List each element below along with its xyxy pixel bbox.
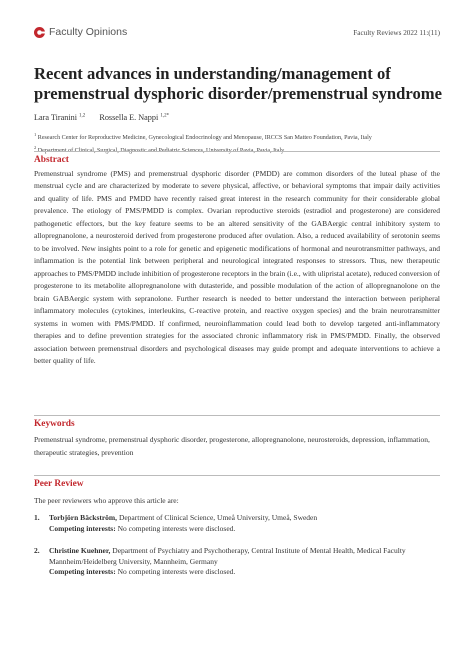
author-affiliation-marker: 1,2* xyxy=(160,113,170,119)
author-list xyxy=(34,113,169,122)
abstract-text: Premenstrual syndrome (PMS) and premenstrual dysphoric disorder (PMDD) are common disorders of the luteal phase of the menstrual cycle and are characterized by moderate to severe physical, affective, or behavioral symptoms that impair daily activities and quality of life. PMS and PMDD have recently raised great interest in the research community for their considerable global prevalence. The etiology of PMS/PMDD is complex. Ovarian reproductive steroids (estradiol and progesterone) are considered pathogenetic effectors, but the key feature seems to be an altered sensitivity of the GABAergic central inhibitory system to allopregnanolone, a neurosteroid derived from progesterone produced after ovulation. Also, a reduced availability of serotonin seems to be involved. New insights point to a role for genetic and epigenetic modifications of hormonal and neurotransmitter pathways, and inflammation is the potential link between peripheral and neurological integrated responses to stressors. Thus, new therapeutic approaches to PMS/PMDD include inhibition of progesterone receptors in the brain (i.e., with ulipristal acetate), reduced conversion of progesterone to its metabolite allopregnanolone with dutasteride, and possible modulation of the action of allopregnanolone on the brain GABAergic system with sepranolone. Further research is needed to better understand the interaction between peripheral inflammatory molecules (cytokines, interleukins, C-reactive protein, and reactive oxygen species) and the brain neurotransmitter systems in women with PMS/PMDD. If confirmed, neuroinflammation could lead both to develop targeted anti-inflammatory therapies and to define prevention strategies for the associated chronic inflammatory risk in PMS/PMDD. Finally, the observed association between premenstrual disorders and psychological diseases may guide prompt and adequate interventions to achieve a better quality of life. xyxy=(34,169,440,366)
reviewer-entry xyxy=(34,546,440,578)
affiliation-number: 1 xyxy=(34,132,37,137)
reviewer-entry xyxy=(34,513,440,534)
section-divider xyxy=(34,475,440,476)
logo-text: Faculty Opinions xyxy=(49,26,128,38)
competing-interests xyxy=(49,567,440,578)
affiliation-item xyxy=(34,130,454,143)
reviewer-affiliation: Department of Psychiatry and Psychotherapy, Central Institute of Mental Health, Medical Faculty Mannheim/Heidelberg University, Mannheim, Germany xyxy=(49,546,406,566)
journal-logo[interactable] xyxy=(34,26,127,38)
abstract-heading: Abstract xyxy=(34,155,69,165)
peer-review-intro: The peer reviewers who approve this article are: xyxy=(34,496,179,505)
reviewer-name: Christine Kuehner, xyxy=(49,546,111,555)
reviewer-details xyxy=(49,513,440,524)
reviewer-number: 2. xyxy=(34,546,40,555)
author-name: Rossella E. Nappi xyxy=(99,113,159,122)
keywords-text: Premenstrual syndrome, premenstrual dysphoric disorder, progesterone, allopregnanolone, neurosteroids, depression, inflammation, therapeutic strategies, prevention xyxy=(34,435,430,457)
section-divider xyxy=(34,415,440,416)
affiliation-text: Department of Clinical, Surgical, Diagnostic and Pediatric Sciences, University of Pavia, Pavia, Italy xyxy=(37,148,285,155)
peer-review-heading: Peer Review xyxy=(34,479,84,489)
competing-interests-text: No competing interests were disclosed. xyxy=(115,567,236,577)
reviewer-name: Torbjörn Bäckström, xyxy=(49,513,118,522)
faculty-opinions-logo-icon xyxy=(34,27,45,38)
section-divider xyxy=(34,151,440,152)
competing-interests-label: Competing interests: xyxy=(49,567,116,577)
journal-reference: Faculty Reviews 2022 11:(11) xyxy=(353,29,440,37)
author-affiliation-marker: 1,2 xyxy=(79,113,86,119)
keywords-heading: Keywords xyxy=(34,419,75,429)
competing-interests-label: Competing interests: xyxy=(49,523,116,533)
reviewer-affiliation: Department of Clinical Science, Umeå University, Umeå, Sweden xyxy=(117,513,318,522)
reviewer-number: 1. xyxy=(34,513,40,522)
affiliation-number: 2 xyxy=(34,145,37,151)
reviewer-details xyxy=(49,546,440,567)
affiliations xyxy=(34,130,454,157)
affiliation-text: Research Center for Reproductive Medicine, Gynecological Endocrinology and Menopause, IRCCS San Matteo Foundation, Pavia, Italy xyxy=(37,135,372,142)
author-name: Lara Tiranini xyxy=(34,113,77,122)
article-title: Recent advances in understanding/management of premenstrual dysphoric disorder/premenstrual syndrome xyxy=(34,64,442,103)
competing-interests-text: No competing interests were disclosed. xyxy=(115,523,236,533)
competing-interests xyxy=(49,524,440,535)
